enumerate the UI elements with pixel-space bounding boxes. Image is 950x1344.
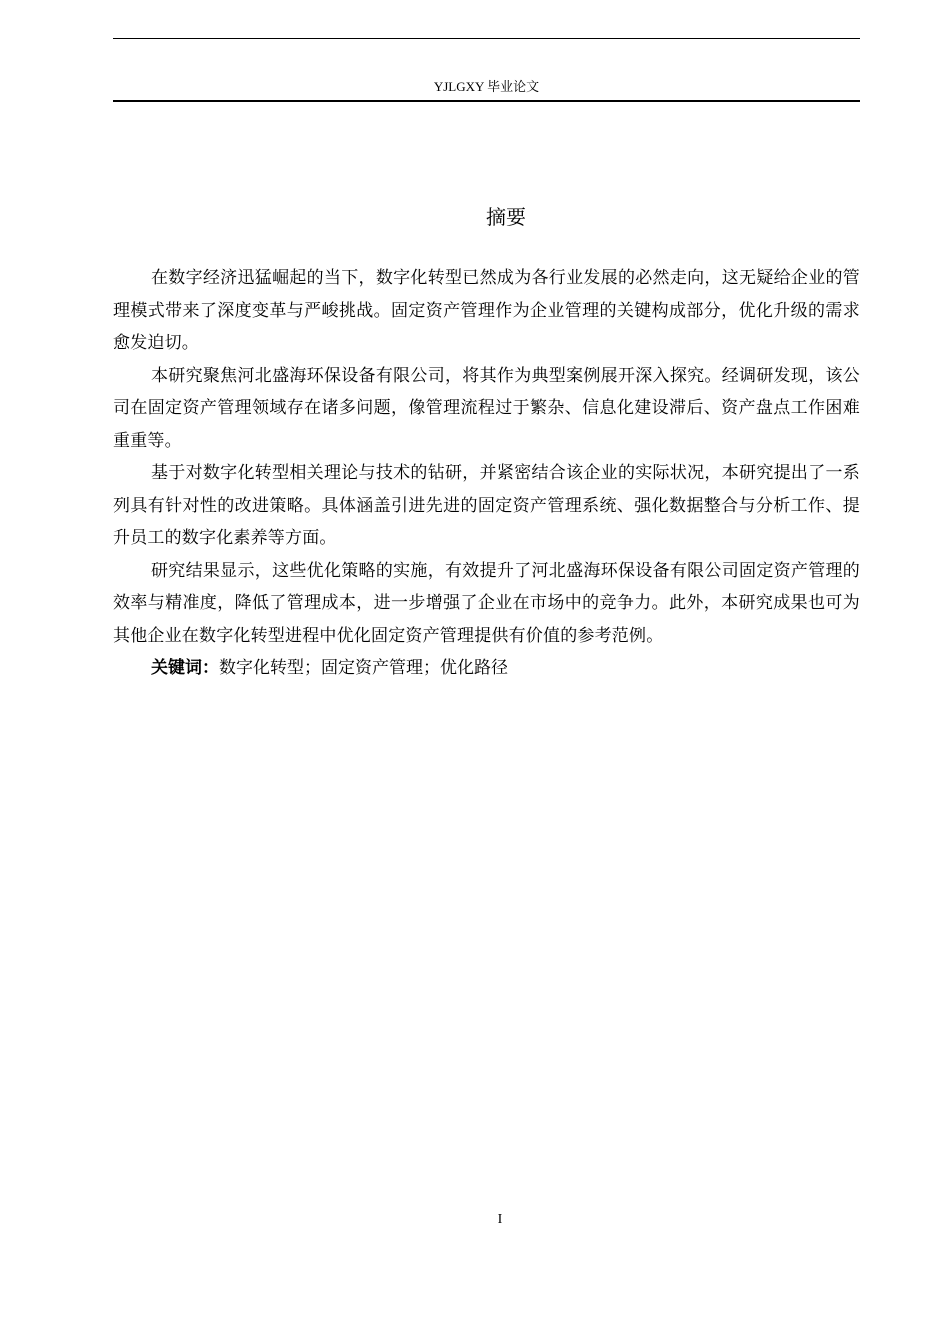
keywords-label: 关键词： <box>151 658 219 678</box>
abstract-paragraph: 基于对数字化转型相关理论与技术的钻研，并紧密结合该企业的实际状况，本研究提出了一系列具有针对性的改进策略。具体涵盖引进先进的固定资产管理系统、强化数据整合与分析工作、提升员工的数字化素养等方面。 <box>113 463 860 548</box>
abstract-paragraph: 研究结果显示，这些优化策略的实施，有效提升了河北盛海环保设备有限公司固定资产管理的效率与精准度，降低了管理成本，进一步增强了企业在市场中的竞争力。此外，本研究成果也可为其他企业在数字化转型进程中优化固定资产管理提供有价值的参考范例。 <box>113 560 860 646</box>
keywords-value: 数字化转型；固定资产管理；优化路径 <box>219 658 508 678</box>
page-number: I <box>497 1212 503 1227</box>
abstract-paragraph: 本研究聚焦河北盛海环保设备有限公司，将其作为典型案例展开深入探究。经调研发现，该公司在固定资产管理领域存在诸多问题，像管理流程过于繁杂、信息化建设滞后、资产盘点工作困难重重等。 <box>113 365 860 451</box>
abstract-title: 摘要 <box>486 205 526 229</box>
abstract-body <box>113 262 860 685</box>
top-rule <box>113 38 860 39</box>
abstract-paragraph: 在数字经济迅猛崛起的当下，数字化转型已然成为各行业发展的必然走向，这无疑给企业的管理模式带来了深度变革与严峻挑战。固定资产管理作为企业管理的关键构成部分，优化升级的需求愈发迫切。 <box>113 268 860 353</box>
running-header: YJLGXY 毕业论文 <box>433 79 540 94</box>
keywords-line <box>113 652 860 685</box>
header-rule <box>113 100 860 102</box>
